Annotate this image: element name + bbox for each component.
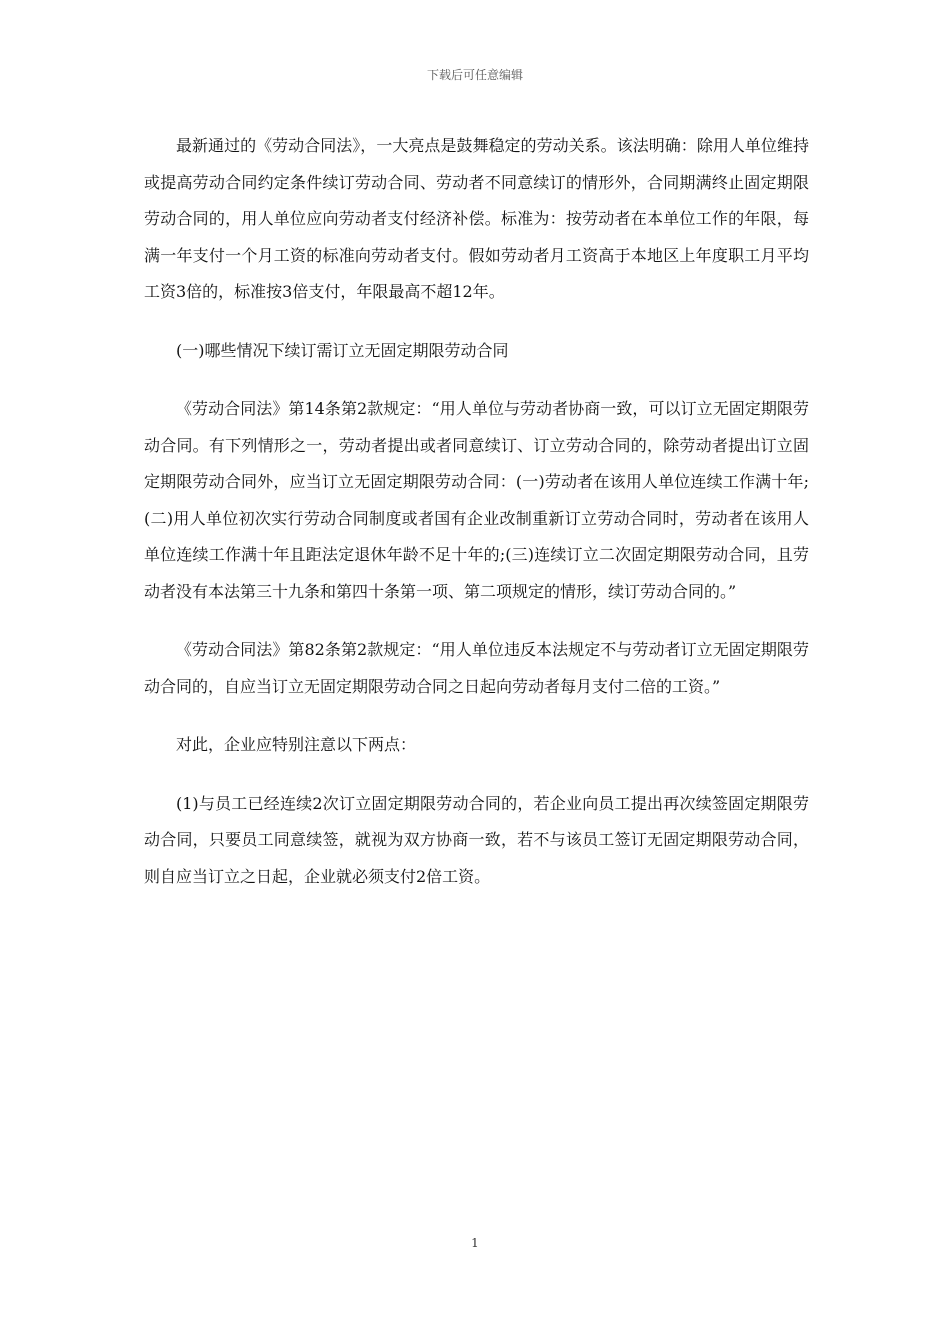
page-number: 1 bbox=[471, 1236, 479, 1250]
page-header: 下载后可任意编辑 bbox=[426, 68, 523, 82]
paragraph-article-82: 《劳动合同法》第82条第2款规定：“用人单位违反本法规定不与劳动者订立无固定期限劳动合同的，自应当订立无固定期限劳动合同之日起向劳动者每月支付二倍的工资。” bbox=[144, 640, 809, 696]
paragraph-article-14: 《劳动合同法》第14条第2款规定：“用人单位与劳动者协商一致，可以订立无固定期限劳动合同。有下列情形之一，劳动者提出或者同意续订、订立劳动合同的，除劳动者提出订立固定期限劳动合同外，应当订立无固定期限劳动合同：(一)劳动者在该用人单位连续工作满十年;(二)用人单位初次实行劳动合同制度或者国有企业改制重新订立劳动合同时，劳动者在该用人单位连续工作满十年且距法定退休年龄不足十年的;(三)连续订立二次固定期限劳动合同，且劳动者没有本法第三十九条和第四十条第一项、第二项规定的情形，续订劳动合同的。” bbox=[144, 399, 809, 601]
paragraph-attention: 对此，企业应特别注意以下两点： bbox=[176, 735, 417, 754]
document-body bbox=[144, 128, 809, 917]
section-heading-1: (一)哪些情况下续订需订立无固定期限劳动合同 bbox=[176, 340, 509, 360]
paragraph-point-1: (1)与员工已经连续2次订立固定期限劳动合同的，若企业向员工提出再次续签固定期限劳动合同，只要员工同意续签，就视为双方协商一致，若不与该员工签订无固定期限劳动合同，则自应当订立之日起，企业就必须支付2倍工资。 bbox=[144, 793, 809, 886]
paragraph-intro: 最新通过的《劳动合同法》，一大亮点是鼓舞稳定的劳动关系。该法明确：除用人单位维持或提高劳动合同约定条件续订劳动合同、劳动者不同意续订的情形外，合同期满终止固定期限劳动合同的，用人单位应向劳动者支付经济补偿。标准为：按劳动者在本单位工作的年限，每满一年支付一个月工资的标准向劳动者支付。假如劳动者月工资高于本地区上年度职工月平均工资3倍的，标准按3倍支付，年限最高不超12年。 bbox=[144, 136, 809, 301]
